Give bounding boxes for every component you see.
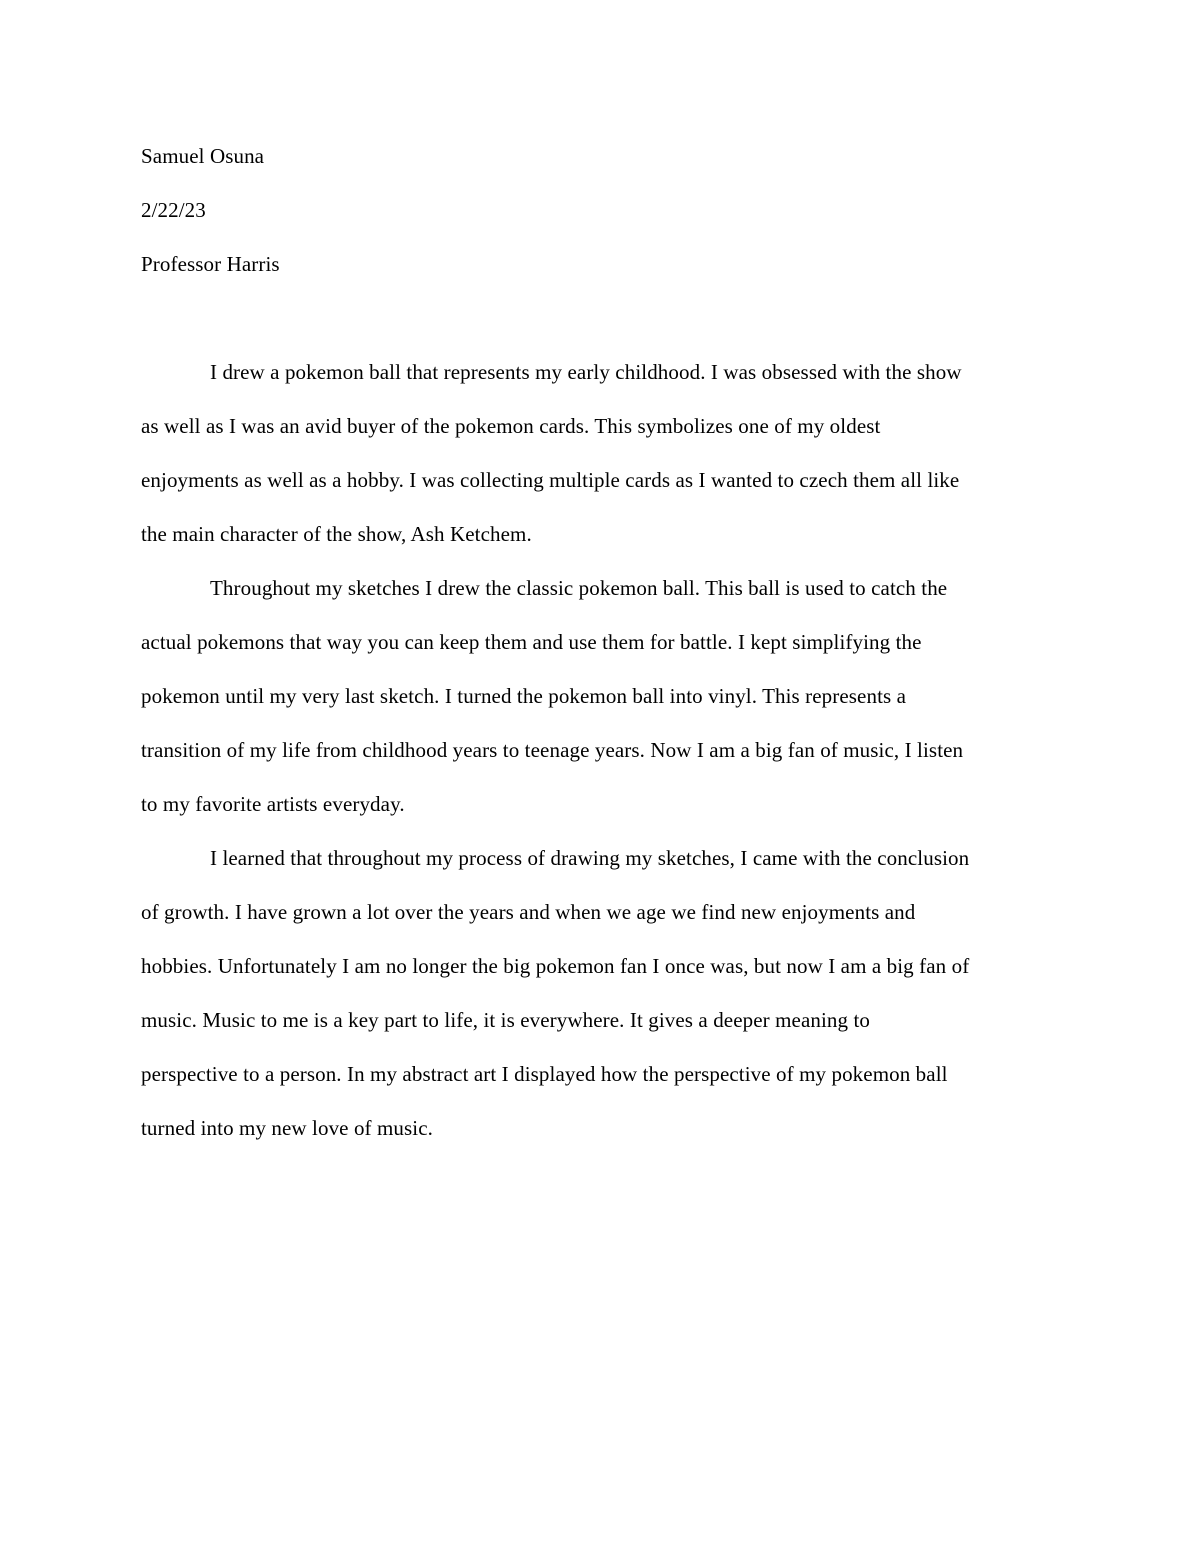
paragraph-2-line-5: to my favorite artists everyday. xyxy=(141,792,405,816)
paragraph-2-line-3: pokemon until my very last sketch. I turned the pokemon ball into vinyl. This represents a xyxy=(141,684,907,708)
paragraph-2-line-1: Throughout my sketches I drew the classic pokemon ball. This ball is used to catch the xyxy=(210,576,948,600)
paragraph-3-line-3: hobbies. Unfortunately I am no longer the big pokemon fan I once was, but now I am a big fan of xyxy=(141,954,970,978)
paragraph-1-line-1: I drew a pokemon ball that represents my early childhood. I was obsessed with the show xyxy=(210,360,962,384)
paragraph-3-line-5: perspective to a person. In my abstract art I displayed how the perspective of my pokemon ball xyxy=(141,1062,948,1086)
professor-name: Professor Harris xyxy=(141,252,280,276)
essay-date: 2/22/23 xyxy=(141,198,206,222)
paragraph-1-line-3: enjoyments as well as a hobby. I was collecting multiple cards as I wanted to czech them all like xyxy=(141,468,960,492)
paragraph-1-line-4: the main character of the show, Ash Ketchem. xyxy=(141,522,532,546)
paragraph-2-line-2: actual pokemons that way you can keep them and use them for battle. I kept simplifying the xyxy=(141,630,922,654)
paragraph-2-line-4: transition of my life from childhood years to teenage years. Now I am a big fan of music, I listen xyxy=(141,738,964,762)
paragraph-3-line-6: turned into my new love of music. xyxy=(141,1116,433,1140)
paragraph-3-line-2: of growth. I have grown a lot over the years and when we age we find new enjoyments and xyxy=(141,900,916,924)
paragraph-3-line-4: music. Music to me is a key part to life, it is everywhere. It gives a deeper meaning to xyxy=(141,1008,871,1032)
paragraph-3-line-1: I learned that throughout my process of drawing my sketches, I came with the conclusion xyxy=(210,846,970,870)
paragraph-1-line-2: as well as I was an avid buyer of the pokemon cards. This symbolizes one of my oldest xyxy=(141,414,881,438)
author-name: Samuel Osuna xyxy=(141,144,265,168)
